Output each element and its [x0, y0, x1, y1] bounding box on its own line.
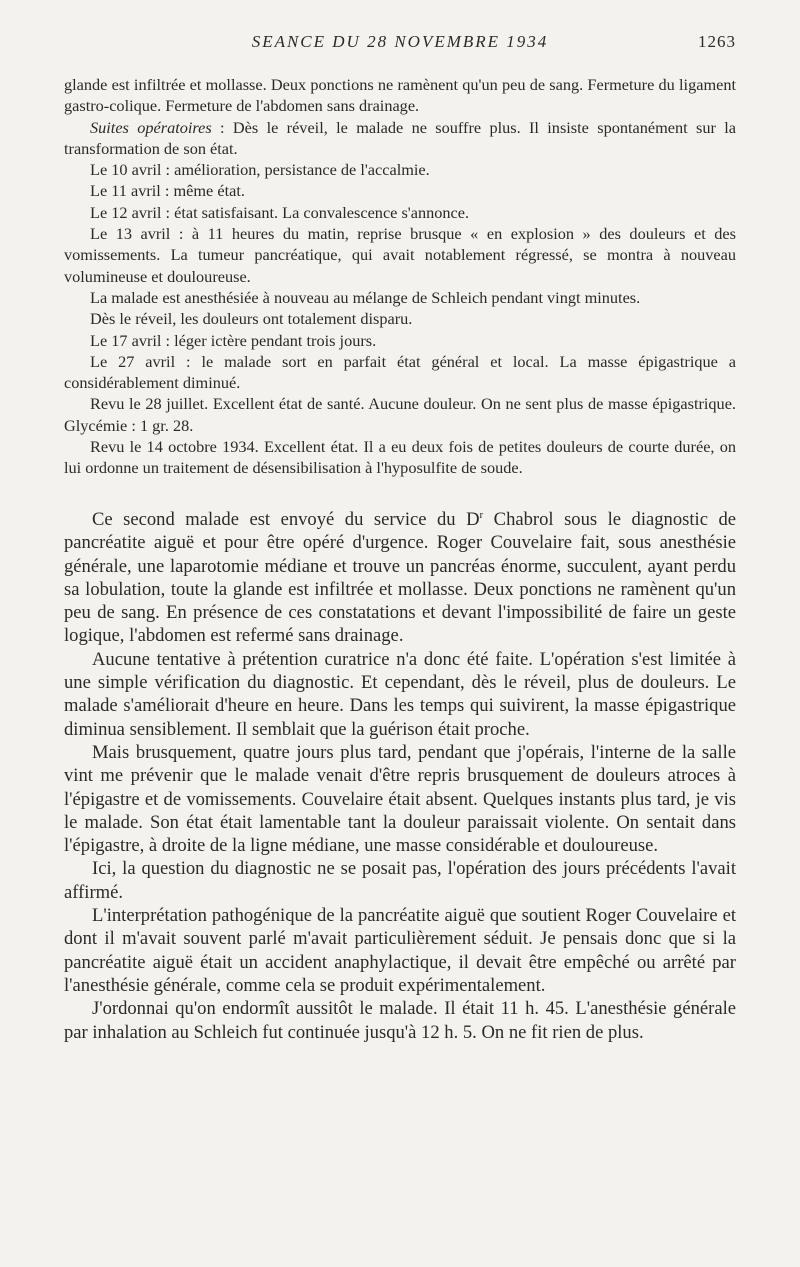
- case-note-text: : Dès le réveil, le malade ne souffre plus. Il insiste spontanément sur la transformation de son état.: [64, 117, 736, 158]
- case-note-paragraph: [64, 117, 736, 160]
- case-note-paragraph: Le 17 avril : léger ictère pendant trois jours.: [90, 330, 377, 350]
- case-note-paragraph: Le 11 avril : même état.: [90, 181, 245, 201]
- paragraph-text: Chabrol sous le diagnostic de pancréatite aiguë et pour être opéré d'urgence. Roger Couvelaire fait, sous anesthésie générale, une laparotomie médiane et trouve un pancréas énorme, succulent, ayant perdu sa lobulation, toute la glande est infiltrée et mollasse. Deux ponctions ne ramènent qu'un peu de sang. En présence de ces constatations et devant l'impossibilité de faire un geste logique, l'abdomen est refermé sans drainage.: [64, 509, 737, 647]
- discussion-text: [64, 508, 736, 1044]
- case-note-paragraph: Le 13 avril : à 11 heures du matin, reprise brusque « en explosion » des douleurs et des vomissements. La tumeur pancréatique, qui avait notablement régressé, se montra à nouveau volumineuse et douloureuse.: [64, 224, 736, 286]
- page-header: [64, 32, 736, 56]
- case-note-paragraph: Le 12 avril : état satisfaisant. La convalescence s'annonce.: [90, 202, 470, 222]
- body-paragraph: L'interprétation pathogénique de la pancréatite aiguë que soutient Roger Couvelaire et dont il m'avait souvent parlé m'avait particulièrement séduit. Je pensais donc que si la pancréatite aiguë était un accident anaphylactique, il devait être empêché ou arrêté par l'anesthésie générale, comme cela se produit expérimentalement.: [64, 905, 736, 996]
- case-note-paragraph: La malade est anesthésiée à nouveau au mélange de Schleich pendant vingt minutes.: [90, 287, 641, 307]
- body-paragraph: J'ordonnai qu'on endormît aussitôt le malade. Il était 11 h. 45. L'anesthésie générale par inhalation au Schleich fut continuée jusqu'à 12 h. 5. On ne fit rien de plus.: [64, 998, 736, 1043]
- case-notes: [64, 74, 736, 479]
- running-head: SEANCE DU 28 NOVEMBRE 1934: [251, 32, 549, 51]
- page-number: 1263: [698, 32, 736, 51]
- body-paragraph: Aucune tentative à prétention curatrice n'a donc été faite. L'opération s'est limitée à une simple vérification du diagnostic. Et cependant, dès le réveil, plus de douleurs. Le malade s'améliorait d'heure en heure. Dans les temps qui suivirent, la masse épigastrique diminua sensiblement. Il semblait que la guérison était proche.: [64, 648, 736, 740]
- body-paragraph: Ici, la question du diagnostic ne se posait pas, l'opération des jours précédents l'avait affirmé.: [64, 858, 736, 903]
- case-note-paragraph: Le 27 avril : le malade sort en parfait état général et local. La masse épigastrique a considérablement diminué.: [64, 351, 736, 393]
- body-paragraph: Mais brusquement, quatre jours plus tard, pendant que j'opérais, l'interne de la salle vint me prévenir que le malade venait d'être repris brusquement de douleurs atroces à l'épigastre et de vomissements. Couvelaire était absent. Quelques instants plus tard, je vis le malade. Son état était lamentable tant la douleur paraissait violente. On sentait dans l'épigastre, à droite de la ligne médiane, une masse considérable et douloureuse.: [64, 741, 736, 857]
- italic-heading: Suites opératoires: [90, 117, 212, 137]
- case-note-paragraph: Revu le 28 juillet. Excellent état de santé. Aucune douleur. On ne sent plus de masse épigastrique. Glycémie : 1 gr. 28.: [64, 394, 736, 435]
- case-note-paragraph: Dès le réveil, les douleurs ont totalement disparu.: [90, 309, 413, 329]
- superscript: r: [479, 508, 484, 521]
- body-paragraph: [64, 508, 736, 648]
- paragraph-text: Ce second malade est envoyé du service du D: [92, 509, 480, 530]
- case-note-paragraph: glande est infiltrée et mollasse. Deux ponctions ne ramènent qu'un peu de sang. Fermeture du ligament gastro-colique. Fermeture de l'abdomen sans drainage.: [64, 75, 736, 116]
- case-note-paragraph: Le 10 avril : amélioration, persistance de l'accalmie.: [90, 160, 430, 180]
- case-note-paragraph: Revu le 14 octobre 1934. Excellent état. Il a eu deux fois de petites douleurs de courte durée, on lui ordonne un traitement de désensibilisation à l'hyposulfite de soude.: [64, 437, 736, 478]
